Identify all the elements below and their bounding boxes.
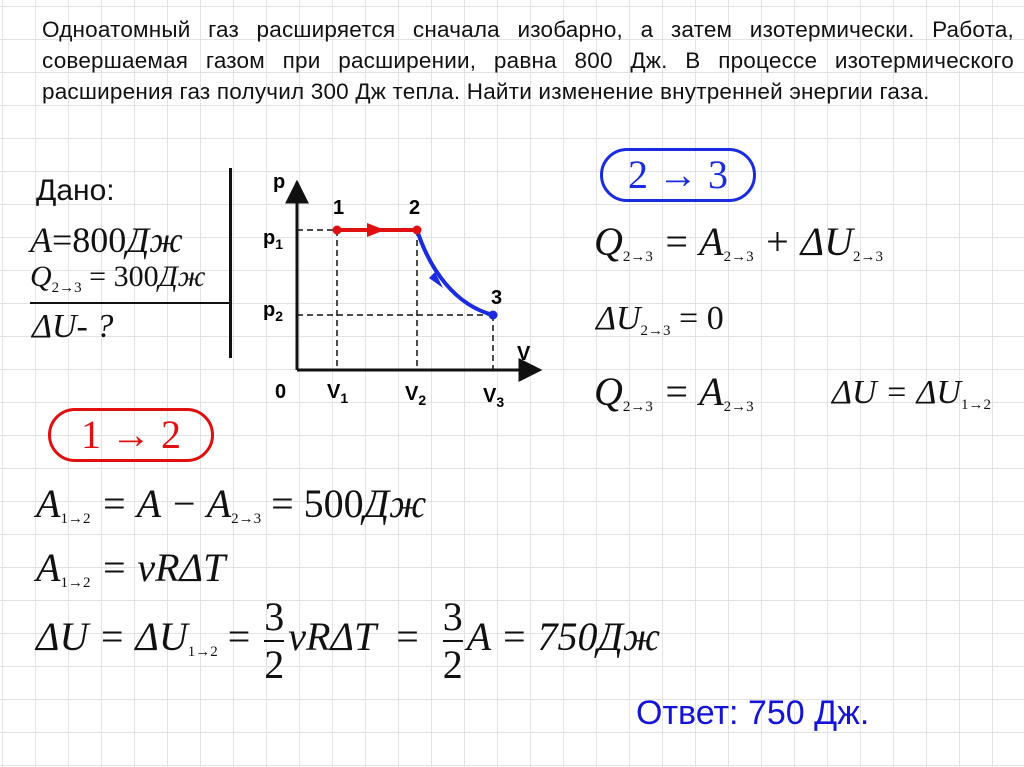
v2-label: [405, 383, 426, 408]
given-heat-value: = 300: [81, 260, 159, 293]
given-heat-unit: Дж: [158, 260, 206, 293]
eq-a-minus-a23-sub: 2→3: [231, 511, 262, 527]
given-label: Дано:: [36, 174, 115, 207]
fraction-2-numerator: 3: [442, 594, 463, 639]
eq-a-750: A = 750: [466, 614, 598, 660]
eq-q23-a23-lhs: Q: [594, 369, 623, 414]
eq-work-1-2: [36, 481, 427, 527]
eq-internal-energy: [36, 596, 660, 686]
eq-q23-a23: [594, 369, 754, 415]
process-2-3-label: 2 → 3: [600, 148, 756, 202]
eq-750-unit: Дж: [597, 614, 661, 660]
eq-a12-nrdt-sub: 1→2: [60, 575, 91, 591]
eq-work-1-2-value: = 500: [261, 481, 364, 526]
eq-a12-nrdt-symbol: A: [36, 545, 61, 590]
state-point-3: [489, 311, 498, 320]
eq-equals-2: =: [376, 614, 429, 660]
eq-du-du12-text: ΔU = ΔU: [832, 374, 961, 411]
state-point-2: [413, 226, 422, 235]
eq-du-du12-sub: 1→2: [960, 397, 991, 413]
answer-text: Ответ: 750 Дж.: [636, 694, 870, 732]
given-work-unit: Дж: [126, 220, 183, 260]
given-find: [32, 310, 113, 344]
eq-du-equals-du12: [832, 374, 991, 413]
fraction-1-denominator: 2: [264, 642, 285, 687]
eq-a12-symbol: A: [36, 481, 61, 526]
v1-label: [327, 381, 348, 406]
eq-du12-text: ΔU = ΔU: [36, 614, 188, 660]
eq-work-nu-r-dt: [36, 545, 226, 591]
eq-nrdt: νRΔT: [288, 614, 377, 660]
eq-du23-zero-sub: 2→3: [640, 323, 671, 339]
eq-du12-sub: 1→2: [187, 644, 218, 661]
v-axis-label: V: [517, 343, 531, 365]
eq-first-law-2-3: [594, 219, 883, 265]
given-divider: [30, 302, 230, 304]
point-1-label: 1: [333, 197, 345, 219]
p1-sub: 1: [275, 236, 284, 252]
fraction-1-numerator: 3: [264, 594, 285, 639]
p1-letter: p: [263, 227, 276, 249]
state-point-1: [333, 226, 342, 235]
v3-sub: 3: [496, 394, 505, 410]
v2-sub: 2: [418, 392, 427, 408]
fraction-2-denominator: 2: [442, 642, 463, 687]
v2-letter: V: [405, 383, 419, 405]
given-work-value: =800: [52, 220, 127, 260]
eq-q23-a23-lhs-sub: 2→3: [622, 399, 653, 415]
given-heat-subscript: 2→3: [51, 280, 82, 296]
p1-label: [263, 227, 283, 252]
eq-du23-symbol: + ΔU: [753, 219, 853, 264]
given-work-symbol: A: [30, 220, 52, 260]
p-axis-label: p: [273, 171, 286, 193]
v1-letter: V: [327, 381, 341, 403]
point-2-label: 2: [409, 197, 421, 219]
v3-letter: V: [483, 385, 497, 407]
pv-diagram: [255, 160, 555, 420]
isotherm-curve: [417, 230, 493, 315]
given-heat-symbol: Q: [30, 260, 52, 293]
eq-q23-a23-rhs-sub: 2→3: [723, 399, 754, 415]
eq-a12-nrdt-rhs: = νRΔT: [90, 545, 226, 590]
given-vertical-rule: [229, 168, 232, 358]
eq-a-minus-a23: = A − A: [90, 481, 232, 526]
eq-q23-sub: 2→3: [622, 249, 653, 265]
eq-a23-sub: 2→3: [723, 249, 754, 265]
eq-a12-sub: 1→2: [60, 511, 91, 527]
eq-a23-symbol: = A: [652, 219, 724, 264]
fraction-three-halves-1: [264, 596, 284, 686]
fraction-three-halves-2: [443, 596, 463, 686]
p2-sub: 2: [275, 308, 284, 324]
eq-equals-1: =: [217, 614, 261, 660]
problem-text: Одноатомный газ расширяется сначала изобарно, а затем изотермически. Работа, совершаемая газом при расширении, равна 800 Дж. В процессе изотермического расширения газ получил 300 Дж тепла. Найти изменение внутренней энергии газа.: [42, 17, 1014, 104]
given-find-text: ΔU- ?: [32, 308, 114, 345]
eq-du23-zero-lhs: ΔU: [596, 300, 641, 337]
p2-letter: p: [263, 299, 276, 321]
eq-q23-a23-rhs: = A: [652, 369, 724, 414]
eq-du23-sub: 2→3: [852, 249, 883, 265]
eq-q23-symbol: Q: [594, 219, 623, 264]
point-3-label: 3: [491, 287, 503, 309]
given-work: [30, 222, 183, 258]
eq-du23-zero-rhs: = 0: [670, 300, 724, 337]
origin-label: 0: [275, 381, 287, 403]
eq-du23-zero: [596, 300, 724, 339]
v3-label: [483, 385, 504, 410]
p2-label: [263, 299, 283, 324]
isobar-arrow-icon: [367, 223, 385, 237]
eq-work-1-2-unit: Дж: [363, 481, 427, 526]
process-1-2-label: 1 → 2: [48, 408, 214, 462]
v1-sub: 1: [340, 390, 349, 406]
given-heat: [30, 260, 206, 296]
